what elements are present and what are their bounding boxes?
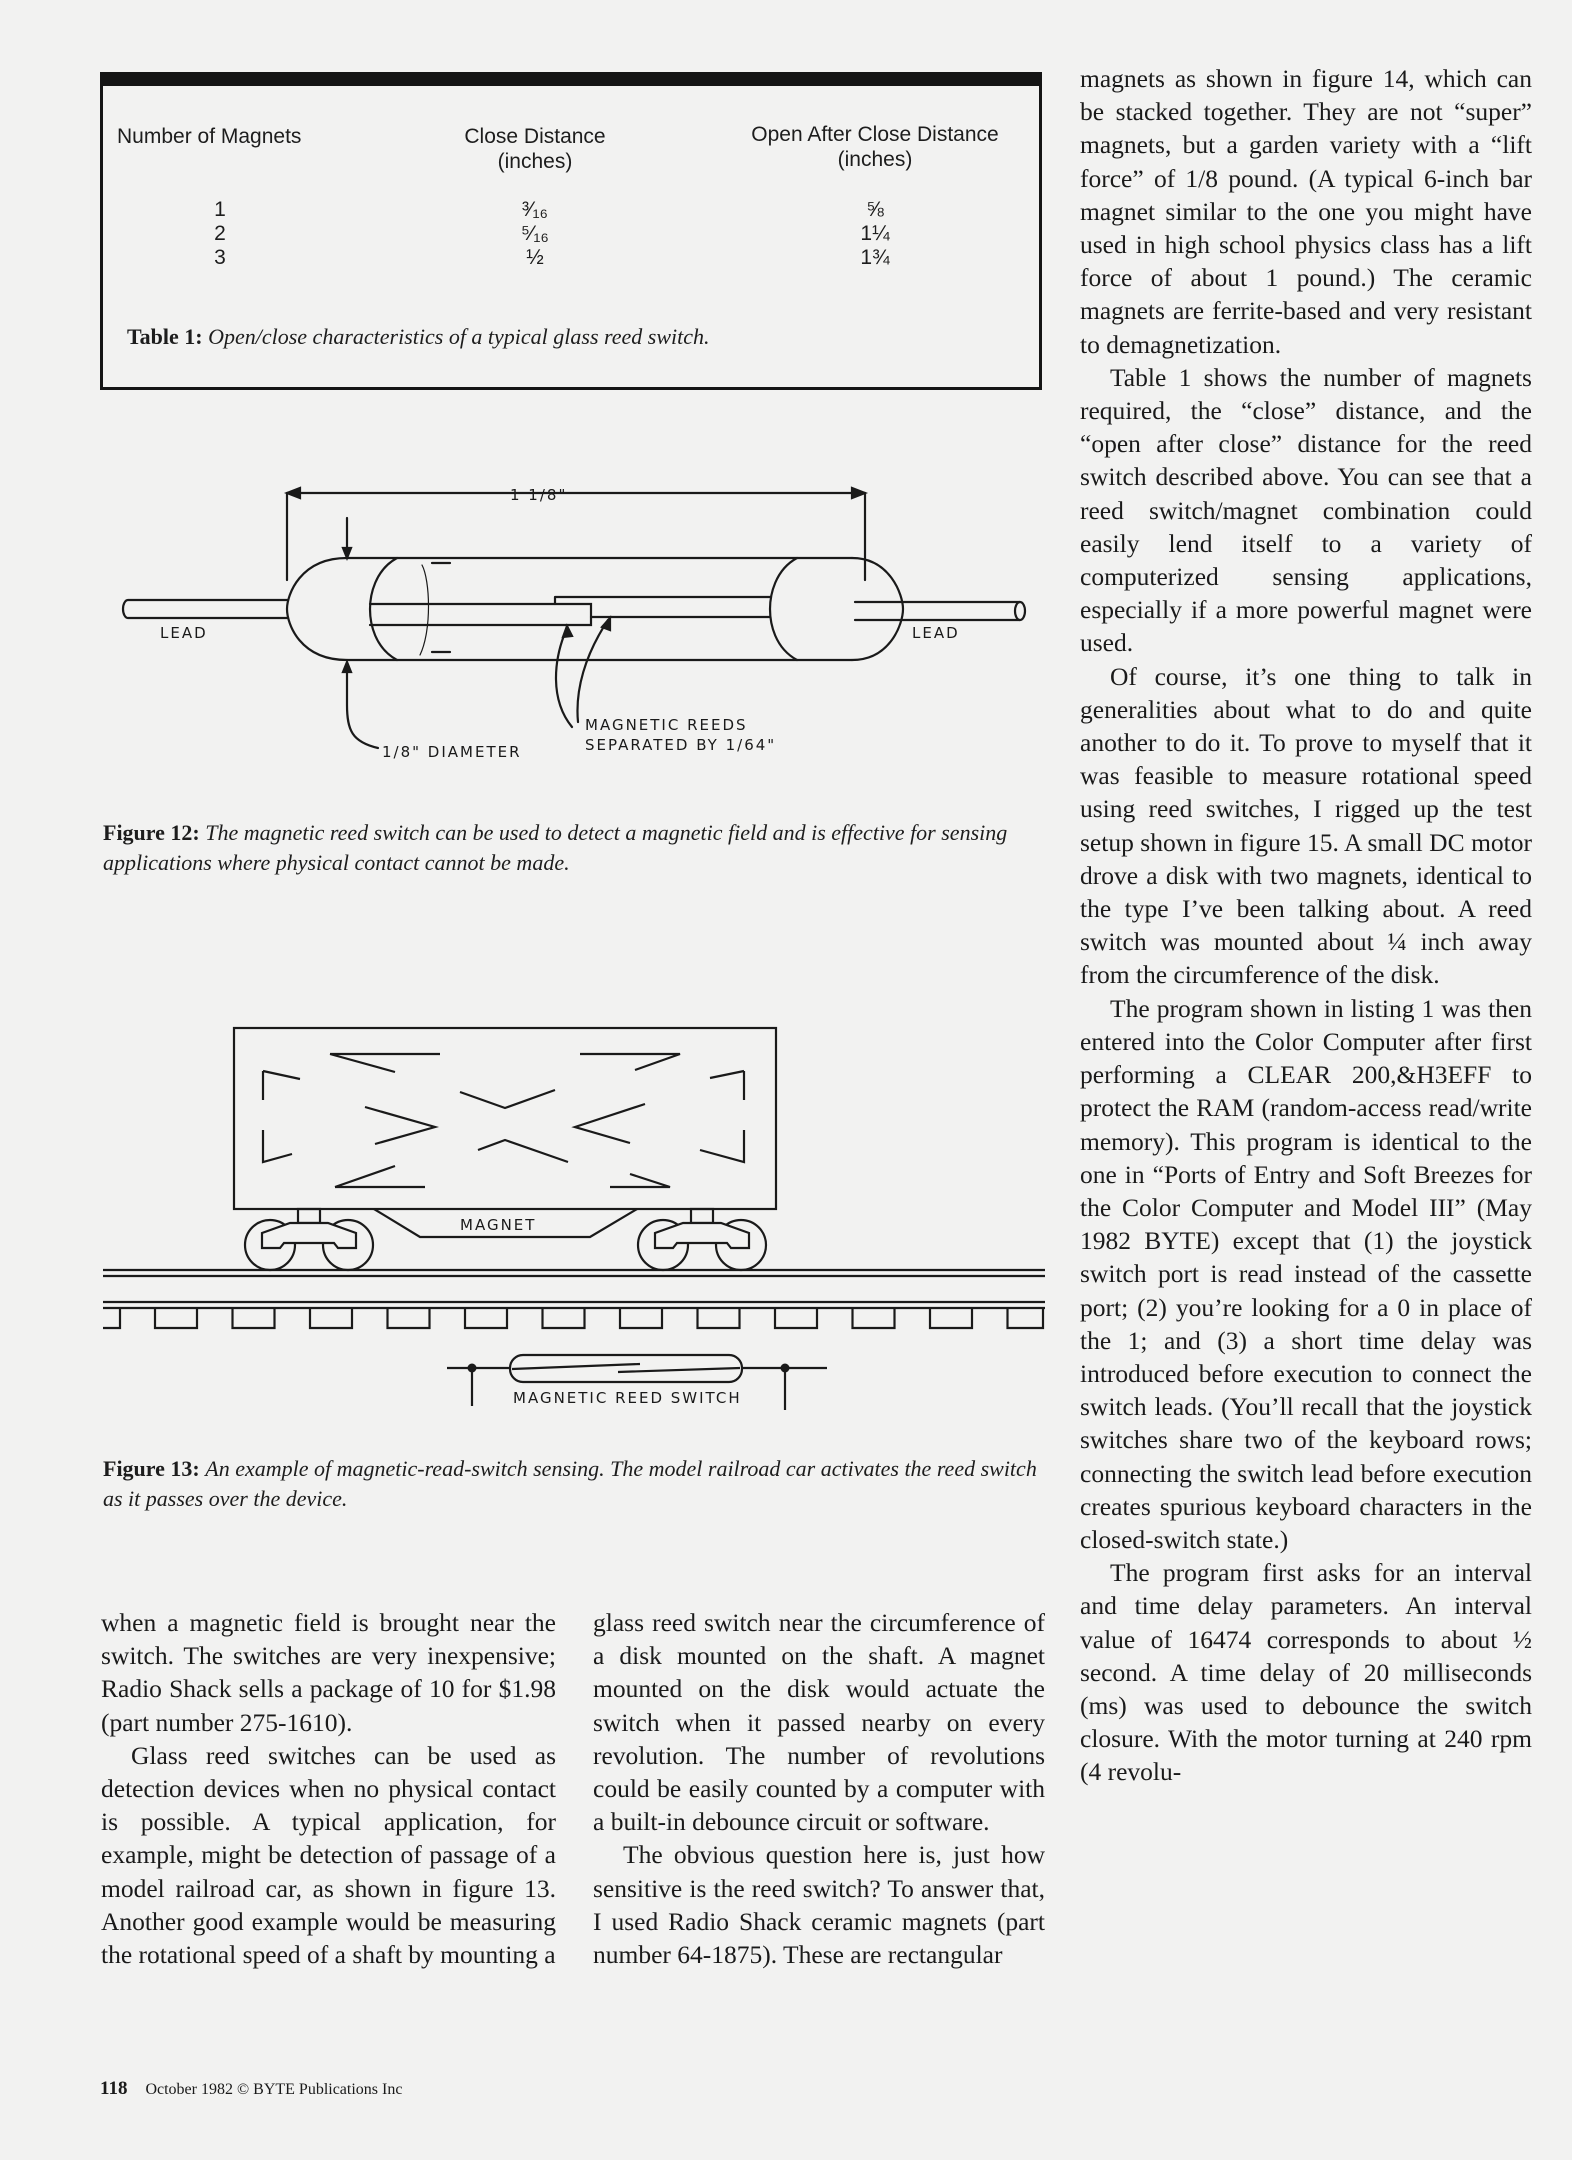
diameter-leader	[347, 664, 378, 748]
table-cell: 2	[214, 222, 226, 245]
paragraph: Glass reed switches can be used as detection devices when no physical contact is possible. A typical application, for example, might be detection of passage of a model railroad car, as shown in figure 13. Another good example would be measuring the rotational speed of a shaft by mounting a	[101, 1740, 556, 1970]
truck-right	[638, 1209, 766, 1270]
lead-left	[123, 600, 287, 618]
railroad-tie	[543, 1308, 585, 1328]
glass-curve	[420, 565, 429, 655]
truck-left	[245, 1209, 373, 1270]
car-brace	[365, 1107, 435, 1144]
dimension-arrow-left	[287, 488, 300, 498]
reed-arrowhead-1	[563, 626, 572, 637]
paragraph: The obvious question here is, just how sensitive is the reed switch? To answer that, I used Radio Shack ceramic magnets (part number 64-1875). These are rectangular	[593, 1840, 1045, 1970]
railroad-tie	[155, 1308, 197, 1328]
figure-13-caption	[103, 1454, 1048, 1514]
switch-label: MAGNETIC REED SWITCH	[513, 1389, 742, 1407]
glass-highlight-left	[432, 563, 450, 652]
table-cell: 3	[214, 246, 226, 269]
table-cell: ½	[526, 246, 544, 269]
lead-right	[855, 602, 1020, 620]
reed-arrowhead-2	[602, 618, 610, 630]
column-middle	[593, 1606, 1045, 1971]
figure-12-caption-text: The magnetic reed switch can be used to detect a magnetic field and is effective for sensing applications where physical contact cannot be made.	[103, 820, 1008, 875]
car-brace	[580, 1054, 680, 1070]
end-cap-left-inner	[370, 558, 397, 660]
car-brace	[610, 1174, 670, 1187]
lead-right-label: LEAD	[912, 624, 960, 642]
switch-node-left	[468, 1364, 477, 1373]
paragraph: Table 1 shows the number of magnets required, the “close” distance, and the “open after close” distance for the reed switch described above. You can see that a reed switch/magnet combination could easily lend itself to a variety of computerized sensing applications, especially if a more powerful magnet were used.	[1080, 362, 1532, 658]
dimension-label: 1 1/8"	[510, 486, 568, 504]
paragraph: The program first asks for an interval and time delay parameters. An interval value of 16474 corresponds to about ½ second. A time delay of 20 milliseconds (ms) was used to debounce the switch closure. With the motor turning at 240 rpm (4 revolu-	[1080, 1558, 1532, 1787]
page-footer	[100, 2078, 402, 2100]
railroad-tie	[853, 1308, 895, 1328]
table-cell: 1¾	[860, 246, 890, 269]
table-cell: 1¼	[860, 222, 890, 245]
car-brace	[460, 1090, 555, 1108]
railroad-tie	[698, 1308, 740, 1328]
paragraph: magnets as shown in figure 14, which can be stacked together. They are not “super” magnets, but a garden variety with a “lift force” of 1/8 pound. (A typical 6-inch bar magnet similar to the one you might have used in high school physics class has a lift force of about 1 pound.) The ceramic magnets are ferrite-based and very resistant to demagnetization.	[1080, 64, 1532, 359]
magnet-label: MAGNET	[460, 1216, 537, 1234]
railroad-tie	[103, 1308, 120, 1328]
reed-right	[555, 597, 770, 617]
car-brace	[330, 1054, 440, 1072]
column-left	[101, 1606, 556, 1971]
table-caption-text: Open/close characteristics of a typical glass reed switch.	[208, 324, 710, 349]
car-brace	[478, 1140, 568, 1162]
car-brace	[263, 1071, 300, 1100]
reed-leader-1	[556, 628, 572, 727]
end-cap-left	[287, 558, 347, 660]
figure-13-diagram	[103, 1028, 1045, 1410]
table-header-magnets: Number of Magnets	[117, 125, 302, 148]
lead-left-label: LEAD	[160, 624, 208, 642]
paragraph: when a magnetic field is brought near the switch. The switches are very inexpensive; Radio Shack sells a package of 10 for $1.98 (part number 275-1610).	[101, 1608, 556, 1737]
paragraph: The program shown in listing 1 was then entered into the Color Computer after first performing a CLEAR 200,&H3EFF to protect the RAM (random-access read/write memory). This program is identical to the one in “Ports of Entry and Soft Breezes for the Color Computer and Model III” (May 1982 BYTE) except that (1) the joystick switch port is read instead of the cassette port; (2) you’re looking for a 0 in place of the 1; and (3) a short time delay was introduced before execution to connect the switch leads. (You’ll recall that the joystick switches share two of the keyboard rows; connecting the switch lead before execution creates spurious keyboard characters in the closed-switch state.)	[1080, 993, 1532, 1554]
table-cell: ⁵⁄₁₆	[521, 222, 549, 245]
diameter-label: 1/8" DIAMETER	[382, 743, 522, 761]
table-caption-label: Table 1:	[127, 324, 203, 349]
reed-leader-2	[577, 620, 608, 722]
railroad-tie	[465, 1308, 507, 1328]
table-header-close-title: Close Distance	[464, 125, 606, 148]
diameter-arrowhead-bottom	[343, 662, 351, 672]
car-brace	[575, 1104, 645, 1143]
diameter-arrowhead-top	[343, 548, 351, 558]
railroad-tie	[775, 1308, 817, 1328]
railroad-tie	[1008, 1308, 1044, 1328]
paragraph: Of course, it’s one thing to talk in generalities about what to do and quite another to do it. To prove to myself that it was feasible to measure rotational speed using reed switches, I rigged up the test setup shown in figure 15. A small DC motor drove a disk with two magnets, identical to the type I’ve been talking about. A reed switch was mounted about ¼ inch away from the circumference of the disk.	[1080, 661, 1532, 990]
reeds-label-line-2: SEPARATED BY 1/64"	[585, 736, 777, 754]
page-number: 118	[100, 2078, 128, 2099]
figure-12-caption	[103, 818, 1048, 878]
railroad-ties	[103, 1308, 1043, 1328]
footer-publication: October 1982 © BYTE Publications Inc	[145, 2081, 403, 2098]
railroad-tie	[620, 1308, 662, 1328]
railroad-tie	[310, 1308, 352, 1328]
figure-13-caption-label: Figure 13:	[103, 1456, 200, 1481]
railroad-car-body	[234, 1028, 776, 1209]
figure-12-caption-label: Figure 12:	[103, 820, 200, 845]
paragraph: glass reed switch near the circumference of a disk mounted on the shaft. A magnet mounted on the disk would actuate the switch when it passed nearby on every revolution. The number of revolutions could be easily counted by a computer with a built-in debounce circuit or software.	[593, 1608, 1045, 1837]
end-cap-right	[852, 558, 903, 660]
car-brace	[335, 1166, 425, 1187]
dimension-arrow-right	[852, 488, 865, 498]
table-cell: 1	[214, 198, 226, 221]
switch-node-right	[781, 1364, 790, 1373]
column-right	[1080, 62, 1532, 1789]
car-brace	[710, 1071, 744, 1100]
end-cap-right-inner	[770, 558, 797, 660]
table-header-close-unit: (inches)	[497, 150, 573, 173]
figure-13-caption-text: An example of magnetic-read-switch sensing. The model railroad car activates the reed switch as it passes over the device.	[103, 1456, 1037, 1511]
lead-right-end	[1015, 602, 1025, 620]
railroad-tie	[233, 1308, 275, 1328]
table-cell: ³⁄₁₆	[521, 198, 549, 221]
table-header-open-unit: (inches)	[837, 148, 913, 171]
glass-body-outline	[347, 558, 852, 660]
car-brace	[263, 1130, 292, 1162]
reeds-label-line-1: MAGNETIC REEDS	[585, 716, 748, 734]
reed-left	[370, 604, 591, 625]
railroad-tie	[930, 1308, 972, 1328]
railroad-tie	[388, 1308, 430, 1328]
table-cell: ⅝	[866, 198, 884, 221]
table-header-open-title: Open After Close Distance	[751, 123, 999, 146]
car-brace	[700, 1130, 744, 1162]
